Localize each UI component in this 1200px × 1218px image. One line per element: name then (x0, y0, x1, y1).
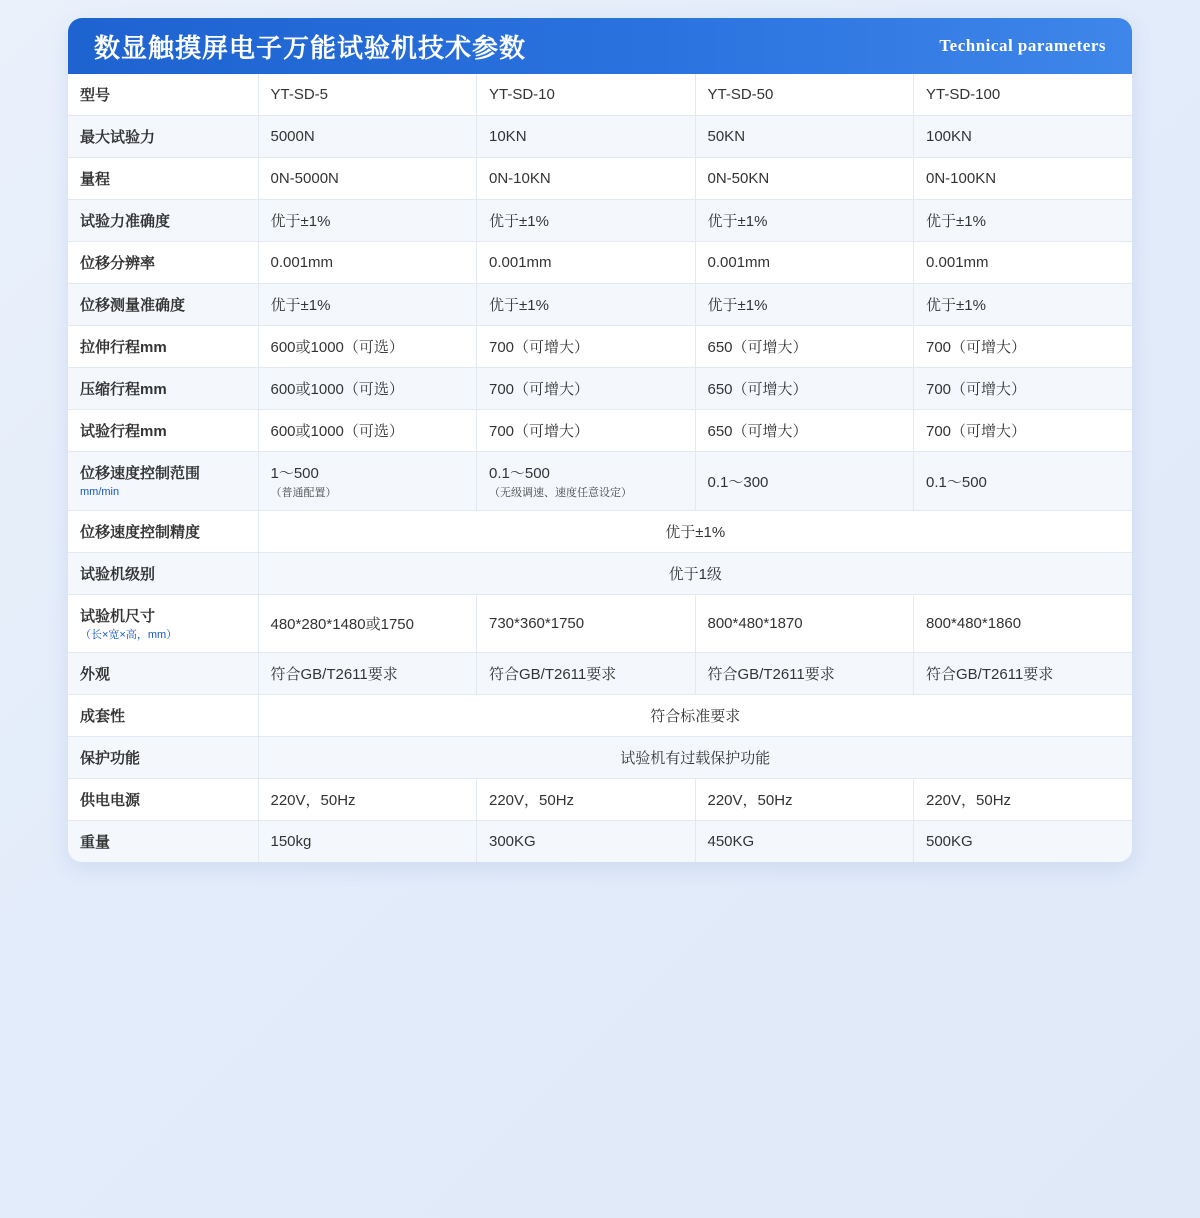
cell-text: 0N-5000N (270, 170, 339, 187)
row-value-cell (695, 452, 914, 511)
table-row (68, 410, 1132, 452)
row-label (68, 284, 258, 326)
table-row (68, 368, 1132, 410)
row-value-cell (477, 410, 696, 452)
row-value-cell (258, 653, 477, 695)
table-row (68, 452, 1132, 511)
row-value-merged: 优于±1% (258, 511, 1132, 553)
cell-text: 0N-50KN (707, 170, 770, 187)
row-value-cell (258, 368, 477, 410)
cell-text: 优于±1% (270, 297, 331, 314)
cell-text: 650（可增大） (707, 381, 808, 398)
row-label (68, 368, 258, 410)
row-value-cell (914, 452, 1133, 511)
table-row (68, 242, 1132, 284)
cell-text: 1～500 (270, 465, 319, 482)
row-label-text: 试验机尺寸 (80, 608, 156, 625)
row-value-cell (477, 74, 696, 116)
cell-text: 0N-10KN (489, 170, 551, 187)
row-value-cell (258, 200, 477, 242)
cell-text: 220V，50Hz (489, 792, 575, 810)
table-row (68, 74, 1132, 116)
row-label-text: 重量 (80, 834, 111, 852)
row-label (68, 595, 258, 653)
row-value-cell (914, 74, 1133, 116)
row-label-text: 供电电源 (80, 792, 141, 810)
page-title: 数显触摸屏电子万能试验机技术参数 (94, 32, 527, 63)
cell-text: 50KN (707, 128, 746, 145)
cell-text: 220V，50Hz (926, 792, 1012, 810)
cell-text: 220V，50Hz (707, 792, 793, 810)
row-value-cell (695, 595, 914, 653)
row-value-cell (914, 200, 1133, 242)
row-label-text: 位移分辨率 (80, 255, 156, 272)
row-value-cell (914, 595, 1133, 653)
cell-text: 0N-100KN (926, 170, 997, 187)
row-label (68, 326, 258, 368)
row-value-cell (914, 653, 1133, 695)
cell-text: 800*480*1860 (926, 615, 1022, 633)
row-value-cell (477, 595, 696, 653)
table-row (68, 821, 1132, 863)
cell-text: 650（可增大） (707, 423, 808, 440)
cell-text: 700（可增大） (926, 339, 1027, 356)
cell-text: 700（可增大） (489, 339, 590, 356)
row-value-cell (258, 158, 477, 200)
row-label-text: 试验机级别 (80, 566, 156, 583)
row-value-cell (914, 410, 1133, 452)
row-label (68, 452, 258, 511)
row-label-subtext: mm/min (80, 486, 120, 499)
cell-text: 0.001mm (707, 254, 771, 271)
row-label-text: 试验行程mm (80, 423, 167, 440)
table-row (68, 511, 1132, 553)
cell-text: YT-SD-50 (707, 86, 774, 103)
cell-text: 700（可增大） (926, 423, 1027, 440)
row-label-text: 外观 (80, 666, 111, 684)
row-value-cell (914, 326, 1133, 368)
table-row (68, 779, 1132, 821)
row-label (68, 158, 258, 200)
row-value-cell (914, 116, 1133, 158)
row-value-merged: 优于1级 (258, 553, 1132, 595)
cell-text: YT-SD-10 (489, 86, 555, 103)
row-label-text: 型号 (80, 87, 111, 104)
row-value-cell (477, 653, 696, 695)
row-value-cell (695, 74, 914, 116)
row-label (68, 242, 258, 284)
cell-text: 符合GB/T2611要求 (707, 666, 835, 684)
row-value-cell (695, 326, 914, 368)
row-label (68, 653, 258, 695)
row-label (68, 779, 258, 821)
cell-text: 800*480*1870 (707, 615, 803, 633)
row-value-cell (258, 452, 477, 511)
row-value-cell (477, 116, 696, 158)
row-value-cell (477, 284, 696, 326)
row-value-cell (258, 410, 477, 452)
cell-text: 450KG (707, 833, 755, 851)
row-label (68, 116, 258, 158)
cell-subtext: （无级调速、速度任意设定） (489, 487, 632, 499)
row-value-cell (477, 242, 696, 284)
cell-text: 0.001mm (489, 254, 552, 271)
row-label (68, 553, 258, 595)
cell-text: 优于±1% (270, 213, 331, 230)
cell-text: 优于±1% (489, 213, 549, 230)
spec-card (68, 18, 1132, 862)
row-label (68, 695, 258, 737)
row-value-cell (914, 158, 1133, 200)
row-label-text: 拉伸行程mm (80, 339, 167, 356)
row-value-cell (477, 779, 696, 821)
cell-text: 650（可增大） (707, 339, 808, 356)
cell-text: 优于±1% (707, 213, 768, 230)
cell-text: 500KG (926, 833, 973, 851)
cell-text: 700（可增大） (489, 423, 590, 440)
row-label-text: 量程 (80, 171, 111, 188)
row-value-cell (914, 368, 1133, 410)
specification-table (68, 74, 1132, 862)
row-value-cell (695, 284, 914, 326)
cell-text: 220V，50Hz (270, 792, 356, 810)
row-value-cell (695, 410, 914, 452)
cell-text: 700（可增大） (926, 381, 1027, 398)
row-value-cell (695, 200, 914, 242)
row-value-cell (477, 158, 696, 200)
row-value-cell (914, 242, 1133, 284)
row-label-text: 试验力准确度 (80, 213, 171, 230)
row-value-cell (258, 326, 477, 368)
row-label-text: 压缩行程mm (80, 381, 167, 398)
row-value-cell (914, 821, 1133, 863)
table-row (68, 284, 1132, 326)
cell-text: 优于±1% (489, 297, 549, 314)
cell-text: 0.1～300 (707, 473, 769, 491)
cell-text: 0.001mm (270, 254, 334, 271)
table-row (68, 116, 1132, 158)
table-row (68, 200, 1132, 242)
table-row (68, 695, 1132, 737)
cell-text: 符合GB/T2611要求 (926, 666, 1054, 684)
cell-text: 150kg (270, 833, 312, 851)
row-value-cell (695, 653, 914, 695)
cell-text: YT-SD-100 (926, 86, 1001, 103)
cell-text: 符合GB/T2611要求 (270, 666, 398, 684)
cell-text: 0.1～500 (926, 473, 987, 491)
row-value-cell (258, 284, 477, 326)
row-label (68, 737, 258, 779)
row-value-cell (914, 284, 1133, 326)
cell-text: 700（可增大） (489, 381, 590, 398)
card-header (68, 18, 1132, 74)
table-row (68, 737, 1132, 779)
cell-text: 0.001mm (926, 254, 989, 271)
cell-text: 优于±1% (707, 297, 768, 314)
row-value-cell (477, 821, 696, 863)
row-label (68, 200, 258, 242)
cell-text: 730*360*1750 (489, 615, 585, 633)
cell-text: 5000N (270, 128, 315, 145)
page-subtitle: Technical parameters (939, 36, 1106, 55)
row-value-cell (477, 200, 696, 242)
cell-subtext: （普通配置） (270, 487, 337, 499)
cell-text: 100KN (926, 128, 972, 145)
row-value-cell (258, 116, 477, 158)
table-row (68, 553, 1132, 595)
table-row (68, 158, 1132, 200)
row-value-cell (258, 242, 477, 284)
cell-text: 480*280*1480或1750 (270, 616, 414, 634)
cell-text: YT-SD-5 (270, 86, 329, 103)
row-value-cell (258, 821, 477, 863)
row-label-text: 位移测量准确度 (80, 297, 186, 314)
cell-text: 优于±1% (926, 297, 986, 314)
row-value-merged: 试验机有过载保护功能 (258, 737, 1132, 779)
cell-text: 600或1000（可选） (270, 423, 404, 440)
row-value-cell (477, 452, 696, 511)
row-value-cell (695, 779, 914, 821)
table-row (68, 653, 1132, 695)
row-value-merged: 符合标准要求 (258, 695, 1132, 737)
row-label-text: 成套性 (80, 708, 126, 726)
row-label-text: 位移速度控制范围 (80, 465, 201, 483)
row-value-cell (695, 368, 914, 410)
cell-text: 优于±1% (926, 213, 986, 230)
row-value-cell (477, 326, 696, 368)
cell-text: 10KN (489, 128, 527, 145)
cell-text: 600或1000（可选） (270, 381, 404, 398)
row-value-cell (258, 779, 477, 821)
row-value-cell (258, 595, 477, 653)
table-row (68, 326, 1132, 368)
row-value-cell (695, 158, 914, 200)
table-body (68, 74, 1132, 862)
row-label-subtext: （长×宽×高，mm） (80, 629, 178, 641)
cell-text: 300KG (489, 833, 536, 851)
row-value-cell (695, 821, 914, 863)
row-label (68, 74, 258, 116)
row-label (68, 511, 258, 553)
table-row (68, 595, 1132, 653)
row-value-cell (695, 242, 914, 284)
cell-text: 600或1000（可选） (270, 339, 404, 356)
row-value-cell (477, 368, 696, 410)
row-value-cell (914, 779, 1133, 821)
row-label-text: 最大试验力 (80, 129, 156, 146)
row-label-text: 保护功能 (80, 750, 141, 768)
row-label (68, 410, 258, 452)
cell-text: 符合GB/T2611要求 (489, 666, 617, 684)
row-label (68, 821, 258, 863)
row-label-text: 位移速度控制精度 (80, 524, 201, 541)
row-value-cell (695, 116, 914, 158)
row-value-cell (258, 74, 477, 116)
cell-text: 0.1～500 (489, 465, 550, 482)
